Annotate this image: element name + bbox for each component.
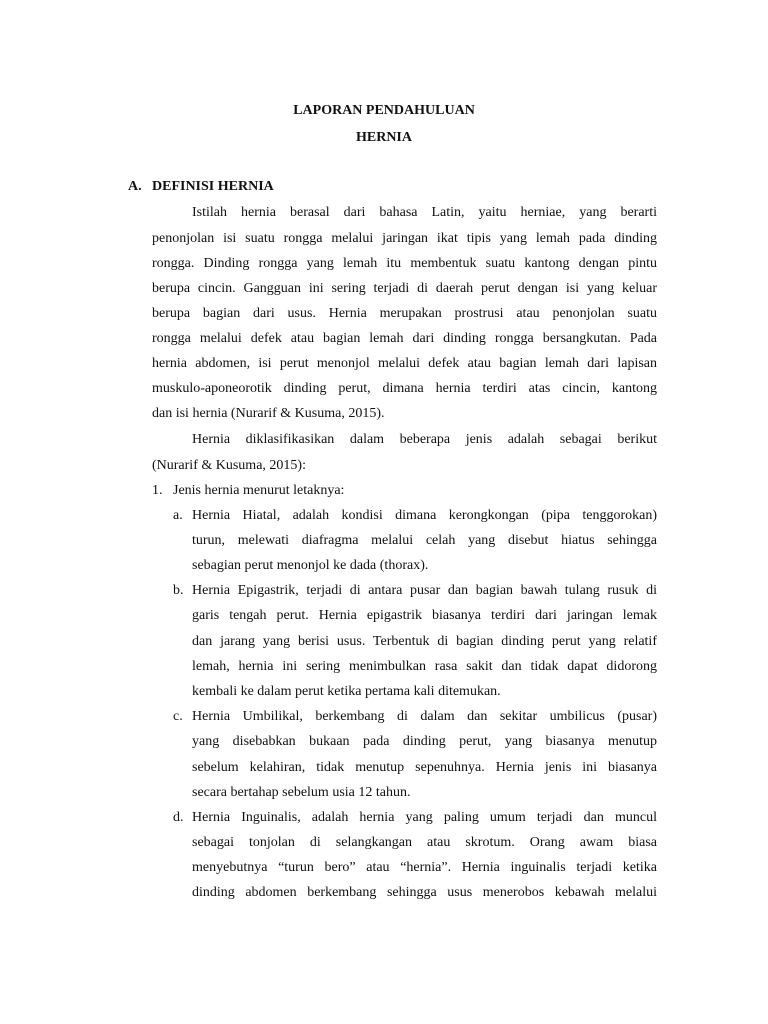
section-heading-text: DEFINISI HERNIA [152,179,274,194]
list-number: 1. [152,483,163,498]
paragraph-line: penonjolan isi suatu rongga melalui jaringan ikat tipis yang lemah pada dinding [152,231,657,246]
sublist-marker: a. [173,508,183,523]
paragraph-line: Istilah hernia berasal dari bahasa Latin, yaitu herniae, yang berarti [192,205,657,220]
paragraph-line: (Nurarif & Kusuma, 2015): [152,458,306,473]
section-heading [128,179,274,195]
sublist-line: garis tengah perut. Hernia epigastrik biasanya terdiri dari jaringan lemak [192,608,657,623]
sublist-line: Hernia Hiatal, adalah kondisi dimana kerongkongan (pipa tenggorokan) [192,508,657,523]
sublist-line: turun, melewati diafragma melalui celah yang disebut hiatus sehingga [192,533,657,548]
sublist-line: kembali ke dalam perut ketika pertama kali ditemukan. [192,684,501,699]
sublist-line: dan jarang yang berisi usus. Terbentuk di bagian dinding perut yang relatif [192,634,657,649]
paragraph-line: hernia abdomen, isi perut menonjol melalui defek atau bagian lemah dari lapisan [152,356,657,371]
section-letter: A. [128,179,142,194]
sublist-marker: b. [173,583,184,598]
sublist-line: yang disebabkan bukaan pada dinding perut, yang biasanya menutup [192,734,657,749]
sublist-line: Hernia Umbilikal, berkembang di dalam dan sekitar umbilicus (pusar) [192,709,657,724]
paragraph-line: Hernia diklasifikasikan dalam beberapa jenis adalah sebagai berikut [192,432,657,447]
paragraph-line: dan isi hernia (Nurarif & Kusuma, 2015). [152,406,385,421]
paragraph-line: rongga melalui defek atau bagian lemah dari dinding rongga bersangkutan. Pada [152,331,657,346]
sublist-line: Hernia Epigastrik, terjadi di antara pusar dan bagian bawah tulang rusuk di [192,583,657,598]
sublist-line: sebagian perut menonjol ke dada (thorax). [192,558,429,573]
paragraph-line: rongga. Dinding rongga yang lemah itu membentuk suatu kantong dengan pintu [152,256,657,271]
sublist-line: Hernia Inguinalis, adalah hernia yang paling umum terjadi dan muncul [192,810,657,825]
sublist-line: sebagai tonjolan di selangkangan atau skrotum. Orang awam biasa [192,835,657,850]
list-item-text: Jenis hernia menurut letaknya: [173,483,345,498]
sublist-line: lemah, hernia ini sering menimbulkan rasa sakit dan tidak dapat didorong [192,659,657,674]
document-subtitle: HERNIA [355,130,412,145]
sublist-line: sebelum kelahiran, tidak menutup sepenuhnya. Hernia jenis ini biasanya [192,760,657,775]
sublist-marker: c. [173,709,183,724]
paragraph-line: berupa cincin. Gangguan ini sering terjadi di daerah perut dengan isi yang keluar [152,281,657,296]
document-title: LAPORAN PENDAHULUAN [293,103,475,118]
paragraph-line: berupa bagian dari usus. Hernia merupakan prostrusi atau penonjolan suatu [152,306,657,321]
sublist-line: menyebutnya “turun bero” atau “hernia”. Hernia inguinalis terjadi ketika [192,860,657,875]
sublist-line: dinding abdomen berkembang sehingga usus menerobos kebawah melalui [192,885,657,900]
paragraph-line: muskulo-aponeorotik dinding perut, dimana hernia terdiri atas cincin, kantong [152,381,657,396]
sublist-marker: d. [173,810,184,825]
sublist-line: secara bertahap sebelum usia 12 tahun. [192,785,411,800]
